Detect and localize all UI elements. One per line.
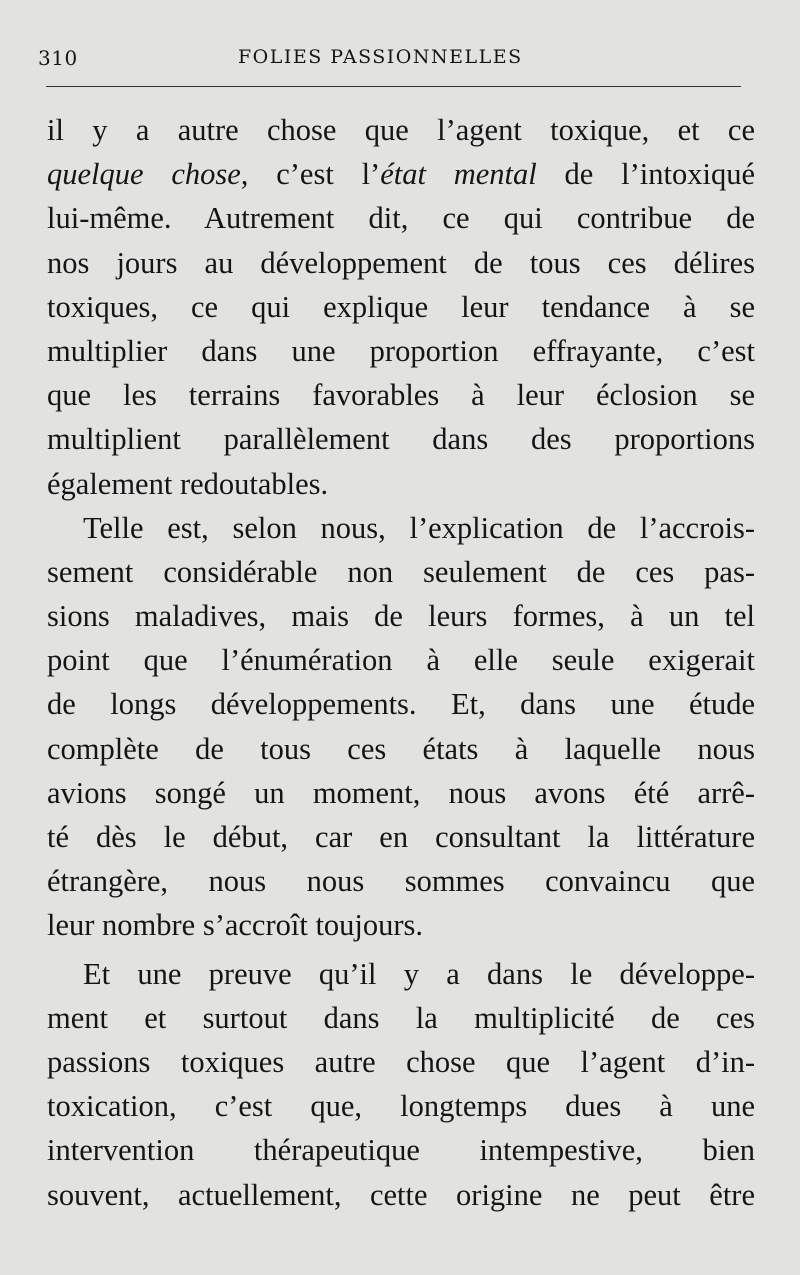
running-title: FOLIES PASSIONNELLES bbox=[238, 46, 523, 68]
text-line: leur nombre s’accroît toujours. bbox=[47, 908, 424, 943]
text-line: nos jours au développement de tous ces délires bbox=[47, 245, 755, 280]
text-line: sement considérable non seulement de ces pas- bbox=[47, 554, 755, 589]
text-line: avions songé un moment, nous avons été arrê- bbox=[47, 775, 755, 810]
text-line: quelque chose, c’est l’état mental de l’intoxiqué bbox=[47, 157, 755, 192]
text-line: toxiques, ce qui explique leur tendance à se bbox=[47, 289, 755, 324]
text-line: étrangère, nous nous sommes convaincu que bbox=[47, 864, 755, 899]
text-line: sions maladives, mais de leurs formes, à un tel bbox=[47, 599, 755, 634]
text-line: complète de tous ces états à laquelle nous bbox=[47, 731, 755, 766]
text-line: de longs développements. Et, dans une étude bbox=[47, 687, 755, 722]
text-line: Telle est, selon nous, l’explication de l’accrois- bbox=[83, 510, 755, 545]
text-line: té dès le début, car en consultant la littérature bbox=[47, 820, 755, 854]
text-line: toxication, c’est que, longtemps dues à une bbox=[47, 1089, 755, 1124]
page-number: 310 bbox=[38, 46, 78, 70]
text-line: lui-même. Autrement dit, ce qui contribue de bbox=[47, 201, 755, 236]
text-line: également redoutables. bbox=[47, 466, 329, 501]
text-line: intervention thérapeutique intempestive, bien bbox=[47, 1133, 755, 1168]
text-line: il y a autre chose que l’agent toxique, et ce bbox=[47, 113, 755, 147]
emphasis: état mental bbox=[380, 157, 537, 192]
text-line: Et une preuve qu’il y a dans le développe- bbox=[83, 956, 755, 991]
text-line: point que l’énumération à elle seule exigerait bbox=[47, 643, 755, 678]
text-line: multiplier dans une proportion effrayante, c’est bbox=[47, 333, 755, 368]
body-text bbox=[47, 108, 755, 1217]
text-line: ment et surtout dans la multiplicité de ces bbox=[47, 1000, 755, 1035]
text-line: passions toxiques autre chose que l’agent d’in- bbox=[47, 1044, 755, 1079]
text-line: multiplient parallèlement dans des proportions bbox=[47, 422, 755, 457]
page-header bbox=[38, 44, 738, 76]
text-line: souvent, actuellement, cette origine ne peut être bbox=[47, 1177, 755, 1212]
text-line: que les terrains favorables à leur éclosion se bbox=[47, 378, 755, 413]
emphasis: quelque chose, bbox=[47, 157, 249, 192]
header-rule bbox=[46, 86, 741, 87]
